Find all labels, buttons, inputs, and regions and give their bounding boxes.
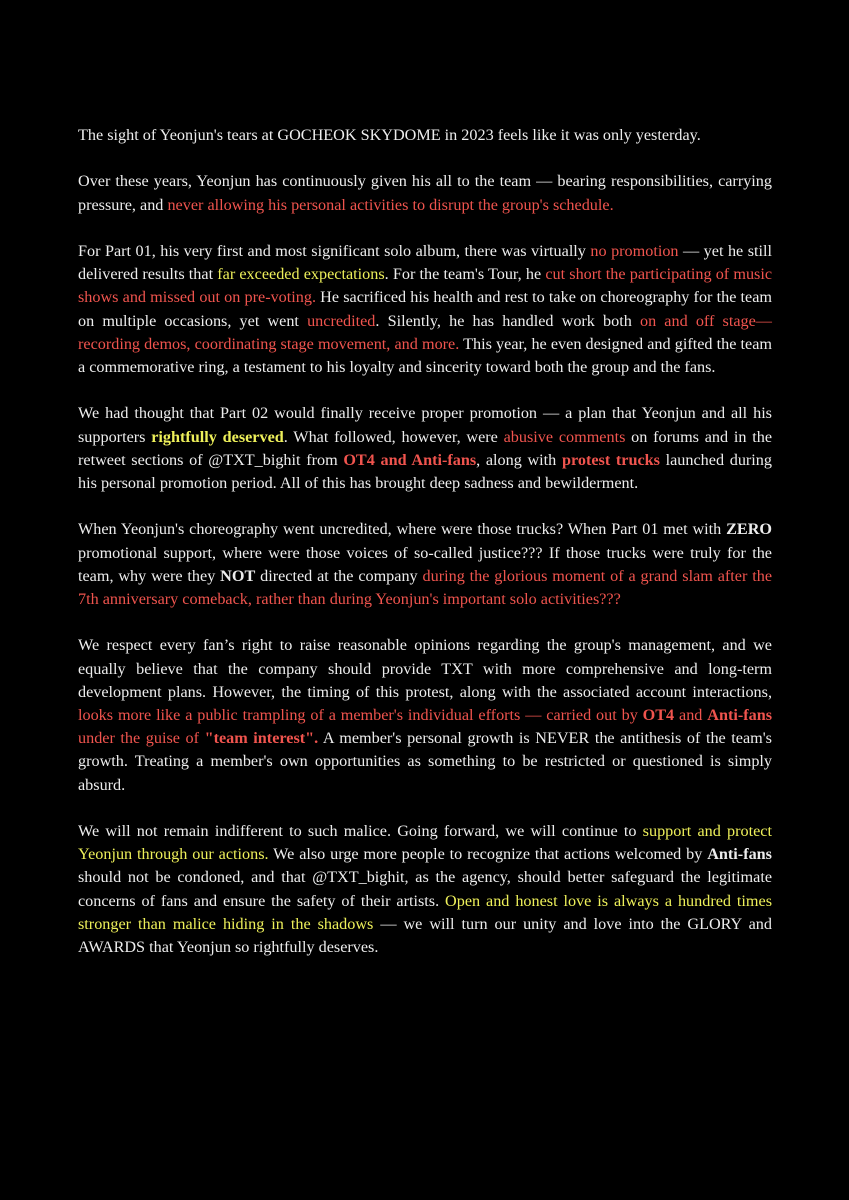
- highlight-red-bold: Anti-fans: [707, 706, 773, 724]
- highlight-red: on and off stage—recording demos, coordinating stage movement, and more.: [78, 311, 772, 353]
- text-segment: This year, he even designed and gifted the team a commemorative ring, a testament to his loyalty and sincerity toward both the group and the fans.: [78, 334, 773, 376]
- text-segment: We had thought that Part 02 would finally receive proper promotion — a plan that Yeonjun and all his supporters: [78, 404, 772, 446]
- statement-document: [78, 124, 772, 959]
- text-segment: — we will turn our unity and love into the GLORY and AWARDS that Yeonjun so rightfully deserves.: [78, 914, 772, 957]
- text-segment: We respect every fan’s right to raise reasonable opinions regarding the group's management, and we equally believe that the company should provide TXT with more comprehensive and long-term development plans. However, the timing of this protest, along with the associated account interactions,: [78, 636, 772, 701]
- paragraph-respect: [78, 634, 772, 796]
- emphasis-bold: Anti-fans: [707, 845, 772, 864]
- highlight-red: looks more like a public trampling of a member's individual efforts — carried out by: [78, 706, 643, 724]
- text-segment: on forums and in the retweet sections of @TXT_bighit from: [78, 427, 773, 469]
- emphasis-bold: ZERO: [726, 520, 772, 539]
- paragraph-part-01: [78, 240, 772, 379]
- text-segment: directed at the company: [255, 566, 423, 585]
- highlight-red-bold: "team interest".: [204, 729, 319, 748]
- text-segment: . What followed, however, were: [283, 427, 504, 446]
- highlight-red: and: [674, 706, 708, 724]
- highlight-yellow-bold: rightfully deserved: [151, 427, 284, 446]
- text-segment: He sacrificed his health and rest to take on choreography for the team on multiple occasions, yet went: [78, 288, 773, 330]
- highlight-yellow: Open and honest love is always a hundred times stronger than malice hiding in the shadows: [78, 891, 772, 933]
- text-segment: should not be condoned, and that @TXT_bighit, as the agency, should better safeguard the legitimate concerns of fans and ensure the safety of their artists.: [78, 868, 772, 910]
- paragraph-part-02: [78, 402, 772, 495]
- text-segment: launched during his personal promotion period. All of this has brought deep sadness and bewilderment.: [78, 450, 772, 492]
- text-segment: For Part 01, his very first and most significant solo album, there was virtually: [78, 241, 591, 260]
- highlight-yellow: support and protect Yeonjun through our actions.: [78, 822, 772, 864]
- paragraph-conclusion: [78, 820, 772, 959]
- highlight-red-bold: OT4: [642, 706, 675, 724]
- highlight-red-bold: protest trucks: [561, 450, 660, 469]
- paragraph-trucks-question: [78, 518, 772, 611]
- highlight-red: abusive comments: [503, 427, 626, 446]
- highlight-red: cut short the participating of music shows and missed out on pre-voting.: [78, 265, 773, 307]
- highlight-red: no promotion: [590, 241, 679, 260]
- highlight-red: never allowing his personal activities to disrupt the group's schedule.: [167, 195, 614, 214]
- text-segment: We will not remain indifferent to such malice. Going forward, we will continue to: [78, 822, 643, 840]
- text-segment: The sight of Yeonjun's tears at GOCHEOK SKYDOME in 2023 feels like it was only yesterday.: [78, 126, 701, 144]
- text-segment: A member's personal growth is NEVER the antithesis of the team's growth. Treating a member's own opportunities as something to be restricted or questioned is simply absurd.: [78, 729, 772, 794]
- highlight-red: under the guise of: [78, 729, 205, 748]
- text-segment: When Yeonjun's choreography went uncredited, where were those trucks? When Part 01 met with: [78, 520, 727, 539]
- paragraph-intro: [78, 124, 772, 147]
- paragraph-responsibilities: [78, 170, 772, 216]
- text-segment: . For the team's Tour, he: [384, 265, 546, 284]
- highlight-yellow: far exceeded expectations: [217, 265, 385, 284]
- text-segment: , along with: [476, 450, 562, 469]
- text-segment: . Silently, he has handled work both: [375, 311, 640, 330]
- text-segment: Over these years, Yeonjun has continuously given his all to the team — bearing responsibilities, carrying pressure, and: [78, 172, 772, 214]
- highlight-red: uncredited: [307, 311, 376, 330]
- text-segment: We also urge more people to recognize that actions welcomed by: [268, 845, 708, 864]
- highlight-red: during the glorious moment of a grand slam after the 7th anniversary comeback, rather than during Yeonjun's important solo activities???: [78, 566, 773, 608]
- text-segment: promotional support, where were those voices of so-called justice??? If those trucks were truly for the team, why were they: [78, 543, 772, 585]
- text-segment: — yet he still delivered results that: [78, 241, 772, 284]
- highlight-red-bold: OT4 and Anti-fans: [343, 450, 477, 469]
- emphasis-bold: NOT: [220, 566, 256, 585]
